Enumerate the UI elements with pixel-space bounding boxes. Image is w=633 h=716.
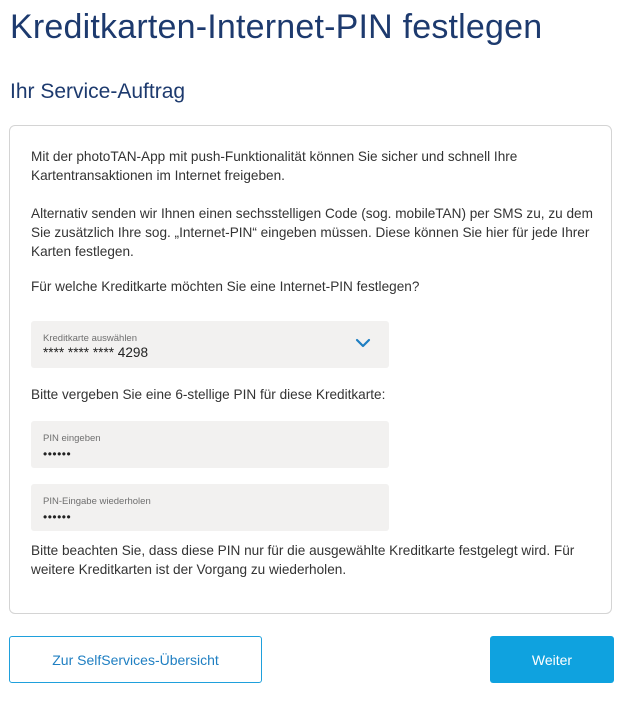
chevron-down-icon[interactable] — [355, 335, 371, 351]
section-title: Ihr Service-Auftrag — [10, 80, 186, 103]
next-button[interactable]: Weiter — [490, 636, 614, 683]
pin-note: Bitte beachten Sie, dass diese PIN nur für die ausgewählte Kreditkarte festgelegt wird. Für weitere Kreditkarten ist der Vorgang zu wiederholen. — [31, 543, 575, 577]
credit-card-select-label: Kreditkarte auswählen — [43, 333, 137, 344]
pin-input-value: •••••• — [43, 447, 72, 461]
intro-paragraph-mobiletan: Alternativ senden wir Ihnen einen sechsstelligen Code (sog. mobileTAN) per SMS zu, zu dem Sie zusätzlich Ihre sog. „Internet-PIN“ eingeben müssen. Diese können Sie hier für jede Ihrer Karten festlegen. — [31, 206, 593, 259]
page-title: Kreditkarten-Internet-PIN festlegen — [10, 8, 543, 46]
pin-repeat-input-label: PIN-Eingabe wiederholen — [43, 496, 151, 507]
selfservices-overview-button[interactable]: Zur SelfServices-Übersicht — [9, 636, 262, 683]
credit-card-select-value: **** **** **** 4298 — [43, 345, 149, 360]
pin-repeat-input[interactable] — [31, 484, 389, 531]
service-order-card — [9, 125, 612, 614]
card-question: Für welche Kreditkarte möchten Sie eine Internet-PIN festlegen? — [31, 279, 420, 294]
pin-input[interactable] — [31, 421, 389, 468]
pin-repeat-input-value: •••••• — [43, 510, 72, 524]
pin-instruction: Bitte vergeben Sie eine 6-stellige PIN für diese Kreditkarte: — [31, 387, 386, 402]
pin-input-label: PIN eingeben — [43, 433, 101, 444]
intro-paragraph-phototan: Mit der photoTAN-App mit push-Funktionalität können Sie sicher und schnell Ihre Kartentransaktionen im Internet freigeben. — [31, 149, 518, 183]
credit-card-select[interactable] — [31, 321, 389, 368]
